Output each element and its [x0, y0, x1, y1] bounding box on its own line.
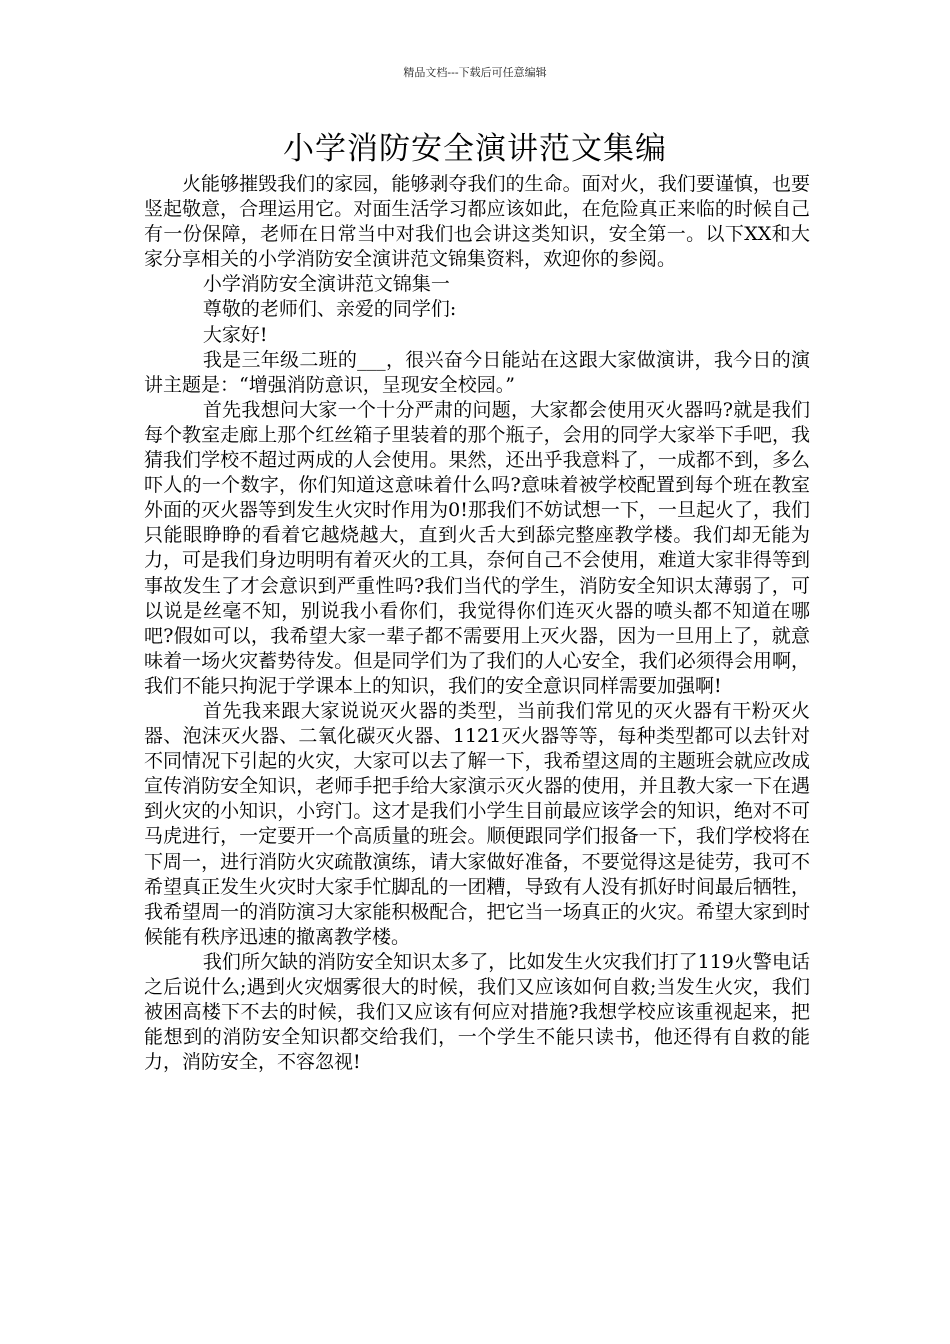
body-paragraph: 首先我想问大家一个十分严肃的问题，大家都会使用灭火器吗?就是我们每个教室走廊上那个红丝箱子里装着的那个瓶子，会用的同学大家举下手吧，我猜我们学校不超过两成的人会使用。果然，还出乎我意料了，一成都不到，多么吓人的一个数字，你们知道这意味着什么吗?意味着被学校配置到每个班在教室外面的灭火器等到发生火灾时作用为0!那我们不妨试想一下，一旦起火了，我们只能眼睁睁的看着它越烧越大，直到火舌大到舔完整座教学楼。我们却无能为力，可是我们身边明明有着灭火的工具，奈何自己不会使用，难道大家非得等到事故发生了才会意识到严重性吗?我们当代的学生，消防安全知识太薄弱了，可以说是丝毫不知，别说我小看你们，我觉得你们连灭火器的喷头都不知道在哪吧?假如可以，我希望大家一辈子都不需要用上灭火器，因为一旦用上了，就意味着一场火灾蓄势待发。但是同学们为了我们的人心安全，我们必须得会用啊，我们不能只拘泥于学课本上的知识，我们的安全意识同样需要加强啊! [144, 398, 810, 697]
speech-opening-paragraph: 我是三年级二班的___，很兴奋今日能站在这跟大家做演讲，我今日的演讲主题是：“增强消防意识，呈现安全校园。” [144, 348, 810, 396]
document-body [144, 172, 810, 1075]
section-heading: 小学消防安全演讲范文锦集一 [202, 273, 450, 296]
page-header-note: 精品文档---下载后可任意编辑 [403, 66, 547, 79]
document-title: 小学消防安全演讲范文集编 [283, 131, 667, 167]
greeting: 大家好! [202, 323, 268, 346]
intro-paragraph: 火能够摧毁我们的家园，能够剥夺我们的生命。面对火，我们要谨慎，也要竖起敬意，合理运用它。对面生活学习都应该如此，在危险真正来临的时候自己有一份保障，老师在日常当中对我们也会讲这类知识，安全第一。以下XX和大家分享相关的小学消防安全演讲范文锦集资料，欢迎你的参阅。 [144, 173, 810, 271]
salutation: 尊敬的老师们、亲爱的同学们: [202, 298, 457, 321]
body-paragraph: 我们所欠缺的消防安全知识太多了，比如发生火灾我们打了119火警电话之后说什么;遇到火灾烟雾很大的时候，我们又应该如何自救;当发生火灾，我们被困高楼下不去的时候，我们又应该有何应对措施?我想学校应该重视起来，把能想到的消防安全知识都交给我们，一个学生不能只读书，他还得有自救的能力，消防安全，不容忽视! [144, 950, 810, 1074]
body-paragraph: 首先我来跟大家说说灭火器的类型，当前我们常见的灭火器有干粉灭火器、泡沫灭火器、二氧化碳灭火器、1121灭火器等等，每种类型都可以去针对不同情况下引起的火灾，大家可以去了解一下，我希望这周的主题班会就应改成宣传消防安全知识，老师手把手给大家演示灭火器的使用，并且教大家一下在遇到火灾的小知识，小窍门。这才是我们小学生目前最应该学会的知识，绝对不可马虎进行，一定要开一个高质量的班会。顺便跟同学们报备一下，我们学校将在下周一，进行消防火灾疏散演练，请大家做好准备，不要觉得这是徒劳，我可不希望真正发生火灾时大家手忙脚乱的一团糟，导致有人没有抓好时间最后牺牲，我希望周一的消防演习大家能积极配合，把它当一场真正的火灾。希望大家到时候能有秩序迅速的撤离教学楼。 [144, 699, 810, 948]
